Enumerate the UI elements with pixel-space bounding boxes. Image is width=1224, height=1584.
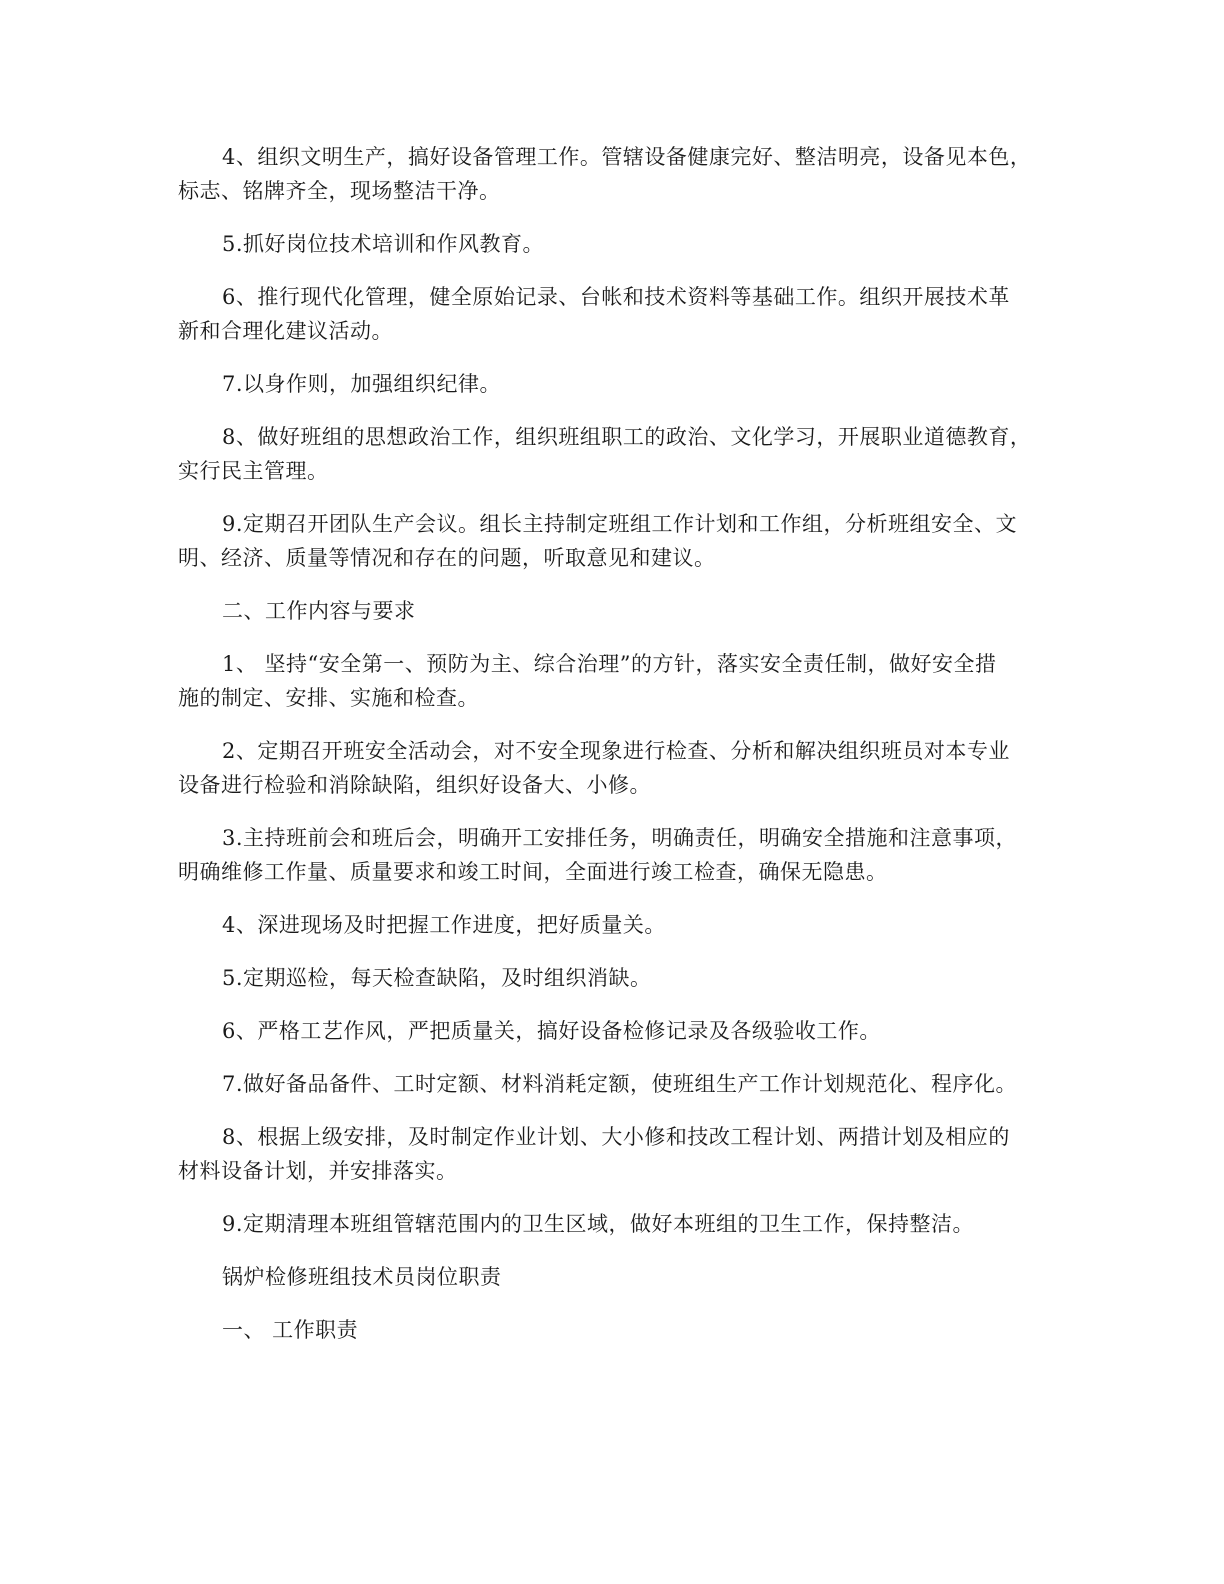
paragraph-requirement-3: 3.主持班前会和班后会，明确开工安排任务，明确责任，明确安全措施和注意事项， 明确维修工作量、质量要求和竣工时间，全面进行竣工检查，确保无隐患。	[178, 826, 1018, 884]
paragraph-requirement-5: 5.定期巡检，每天检查缺陷，及时组织消缺。	[222, 966, 652, 990]
paragraph-requirement-4: 4、深进现场及时把握工作进度，把好质量关。	[222, 913, 666, 937]
document-body	[178, 140, 1058, 1366]
paragraph-duty-9: 9.定期召开团队生产会议。组长主持制定班组工作计划和工作组，分析班组安全、文 明、经济、质量等情况和存在的问题，听取意见和建议。	[178, 512, 1018, 570]
paragraph-requirement-1: 1、 坚持“安全第一、预防为主、综合治理”的方针，落实安全责任制，做好安全措 施的制定、安排、实施和检查。	[178, 652, 997, 710]
paragraph-requirement-7: 7.做好备品备件、工时定额、材料消耗定额，使班组生产工作计划规范化、程序化。	[222, 1072, 1018, 1096]
paragraph-requirement-2: 2、定期召开班安全活动会，对不安全现象进行检查、分析和解决组织班员对本专业 设备进行检验和消除缺陷，组织好设备大、小修。	[178, 739, 1010, 797]
paragraph-requirement-9: 9.定期清理本班组管辖范围内的卫生区域，做好本班组的卫生工作，保持整洁。	[222, 1212, 975, 1236]
paragraph-requirement-8: 8、根据上级安排，及时制定作业计划、大小修和技改工程计划、两措计划及相应的 材料设备计划，并安排落实。	[178, 1125, 1010, 1183]
paragraph-duty-5: 5.抓好岗位技术培训和作风教育。	[222, 232, 545, 256]
section-title-technician-duties: 锅炉检修班组技术员岗位职责	[222, 1265, 502, 1289]
paragraph-duty-6: 6、推行现代化管理，健全原始记录、台帐和技术资料等基础工作。组织开展技术革 新和合理化建议活动。	[178, 285, 1010, 343]
section-heading-work-content: 二、工作内容与要求	[222, 599, 416, 623]
paragraph-requirement-6: 6、严格工艺作风，严把质量关，搞好设备检修记录及各级验收工作。	[222, 1019, 881, 1043]
paragraph-duty-8: 8、做好班组的思想政治工作，组织班组职工的政治、文化学习，开展职业道德教育， 实行民主管理。	[178, 425, 1032, 483]
paragraph-duty-7: 7.以身作则，加强组织纪律。	[222, 372, 502, 396]
paragraph-duty-4: 4、组织文明生产，搞好设备管理工作。管辖设备健康完好、整洁明亮，设备见本色， 标志、铭牌齐全，现场整洁干净。	[178, 145, 1032, 203]
section-heading-job-duties: 一、 工作职责	[222, 1318, 359, 1342]
